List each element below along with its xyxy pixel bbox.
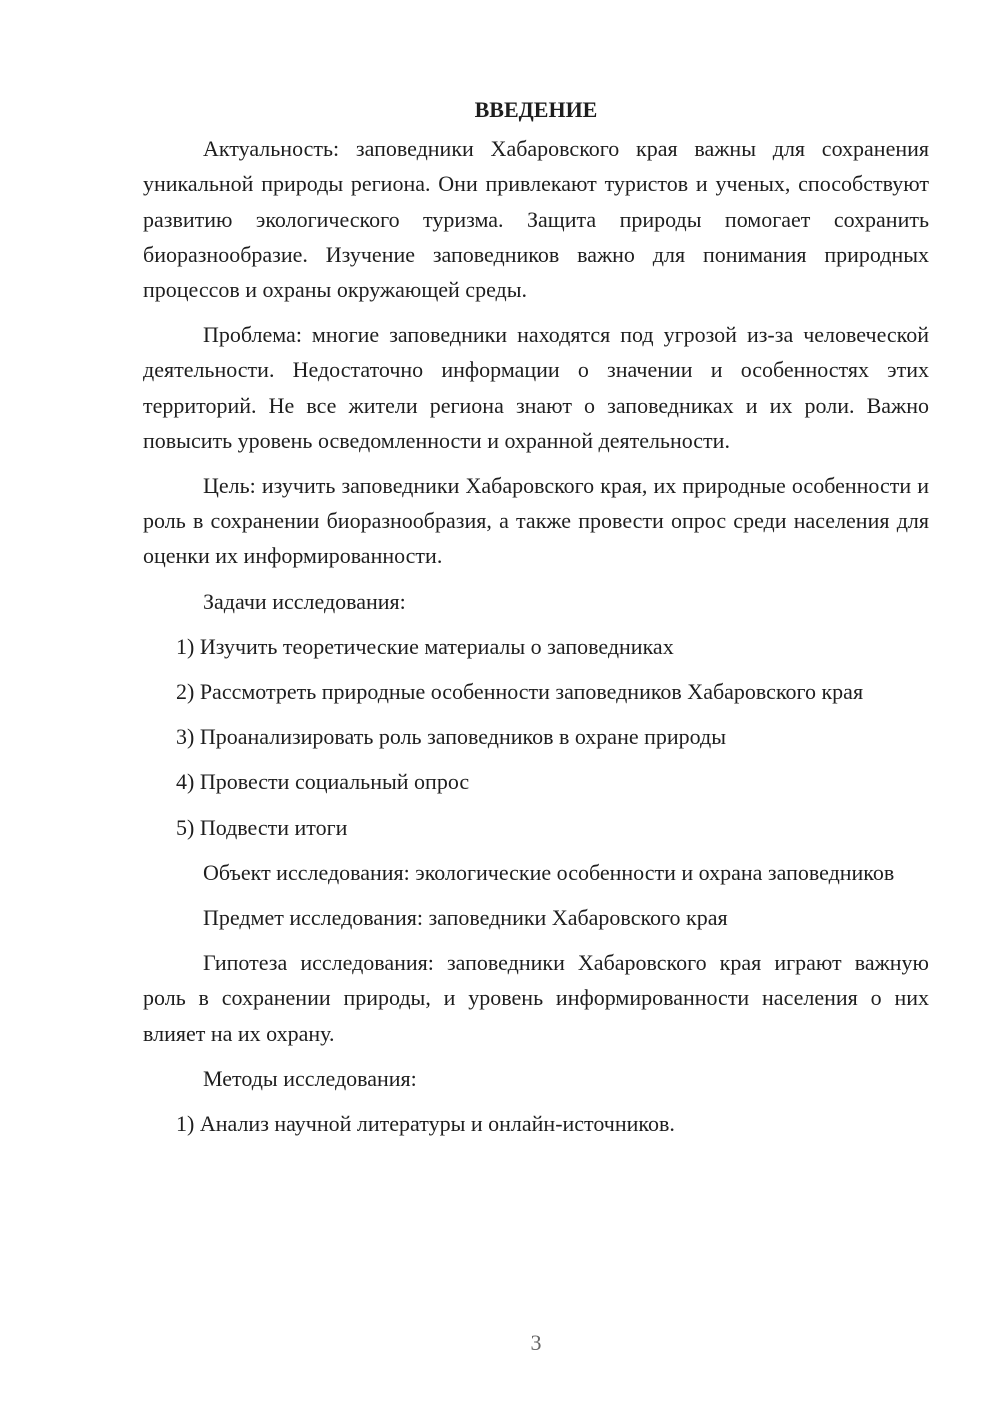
object-paragraph: Объект исследования: экологические особенности и охрана заповедников (203, 859, 895, 885)
page-title: ВВЕДЕНИЕ (474, 97, 598, 122)
page-content (143, 92, 929, 1151)
task-item: 3) Проанализировать роль заповедников в охране природы (176, 724, 726, 750)
method-item: 1) Анализ научной литературы и онлайн-источников. (176, 1111, 675, 1137)
subject-paragraph: Предмет исследования: заповедники Хабаровского края (203, 905, 728, 931)
tasks-heading: Задачи исследования: (203, 588, 406, 614)
task-item: 4) Провести социальный опрос (176, 769, 470, 795)
problem-paragraph: Проблема: многие заповедники находятся под угрозой из-за человеческой деятельности. Недостаточно информации о значении и особенностях этих территорий. Не все жители региона знают о заповедниках и их роли. Важно повысить уровень осведомленности и охранной деятельности. (143, 322, 929, 453)
task-item: 1) Изучить теоретические материалы о заповедниках (176, 633, 674, 659)
hypothesis-paragraph: Гипотеза исследования: заповедники Хабаровского края играют важную роль в сохранении природы, и уровень информированности населения о них влияет на их охрану. (143, 950, 929, 1046)
goal-paragraph: Цель: изучить заповедники Хабаровского края, их природные особенности и роль в сохранении биоразнообразия, а также провести опрос среди населения для оценки их информированности. (143, 473, 929, 569)
task-item: 2) Рассмотреть природные особенности заповедников Хабаровского края (176, 679, 864, 705)
task-item: 5) Подвести итоги (176, 814, 348, 840)
methods-heading: Методы исследования: (203, 1065, 417, 1091)
relevance-paragraph: Актуальность: заповедники Хабаровского края важны для сохранения уникальной природы региона. Они привлекают туристов и ученых, способствуют развитию экологического туризма. Защита природы помогает сохранить биоразнообразие. Изучение заповедников важно для понимания природных процессов и охраны окружающей среды. (143, 136, 929, 303)
page-number: 3 (530, 1330, 542, 1355)
